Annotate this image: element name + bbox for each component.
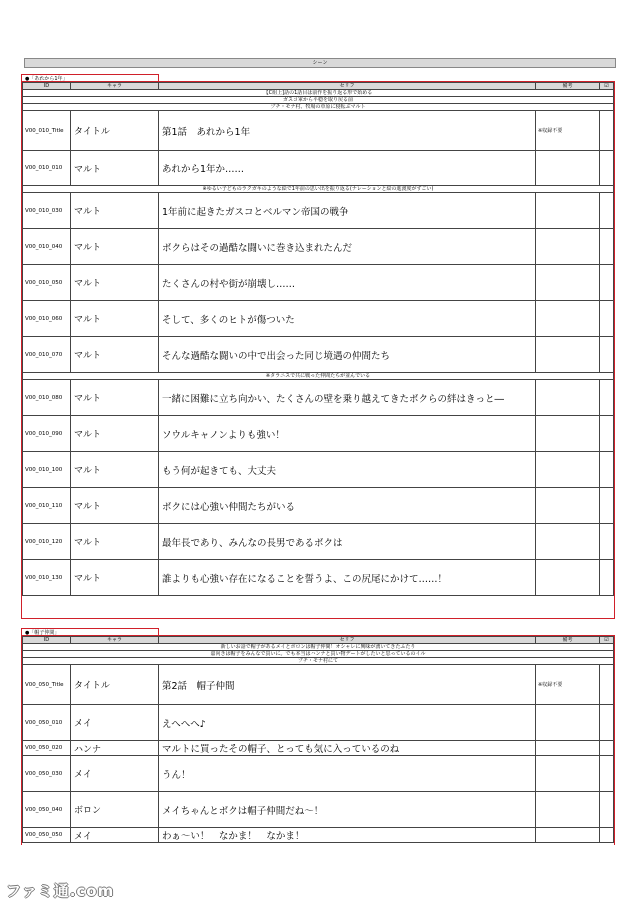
table-row — [23, 111, 614, 151]
row-chara: マルト — [71, 416, 159, 452]
row-check — [600, 560, 614, 596]
row-remark: ※収録不要 — [536, 665, 600, 705]
row-chara: ハンナ — [71, 741, 159, 756]
row-chara: マルト — [71, 151, 159, 186]
row-check — [600, 756, 614, 792]
table-header — [23, 83, 614, 90]
row-remark — [536, 705, 600, 741]
row-chara: マルト — [71, 229, 159, 265]
row-line: ボクらはその過酷な闘いに巻き込まれたんだ — [159, 229, 536, 265]
row-line: そして、多くのヒトが傷ついた — [159, 301, 536, 337]
table-row — [23, 756, 614, 792]
row-chara: ボロン — [71, 792, 159, 828]
row-remark — [536, 337, 600, 373]
table-row — [23, 741, 614, 756]
row-check — [600, 151, 614, 186]
script-table-1 — [22, 82, 614, 596]
row-check — [600, 229, 614, 265]
row-id: V00_010_050 — [23, 265, 71, 301]
row-id: V00_010_040 — [23, 229, 71, 265]
row-remark — [536, 488, 600, 524]
table-row — [23, 560, 614, 596]
row-id: V00_010_080 — [23, 380, 71, 416]
row-line: ソウルキャノンよりも強い！ — [159, 416, 536, 452]
col-id: ID — [23, 637, 71, 644]
row-id: V00_050_050 — [23, 828, 71, 843]
row-id: V00_050_Title — [23, 665, 71, 705]
row-line: 1年前に起きたガスコとベルマン帝国の戦争 — [159, 193, 536, 229]
row-remark — [536, 524, 600, 560]
row-id: V00_010_090 — [23, 416, 71, 452]
row-remark — [536, 560, 600, 596]
col-remark: 備考 — [536, 637, 600, 644]
row-id: V00_010_060 — [23, 301, 71, 337]
col-line: セリフ — [159, 637, 536, 644]
row-chara: マルト — [71, 380, 159, 416]
row-line: たくさんの村や街が崩壊し…… — [159, 265, 536, 301]
row-remark — [536, 416, 600, 452]
row-id: V00_010_100 — [23, 452, 71, 488]
section-1 — [21, 81, 615, 619]
row-id: V00_010_130 — [23, 560, 71, 596]
row-line: もう何が起きても、大丈夫 — [159, 452, 536, 488]
table-row — [23, 337, 614, 373]
row-chara: メイ — [71, 756, 159, 792]
row-line: 第1話 あれから1年 — [159, 111, 536, 151]
table-header — [23, 637, 614, 644]
scene-note: 嘉向きは帽子をみんなで買いに。でも本当はハンナと買い物デートがしたいと思っているのイル — [23, 651, 614, 658]
row-check — [600, 452, 614, 488]
row-remark — [536, 741, 600, 756]
row-remark — [536, 380, 600, 416]
row-line: メイちゃんとボクは帽子仲間だね～！ — [159, 792, 536, 828]
row-remark — [536, 151, 600, 186]
row-line: 一緒に困難に立ち向かい、たくさんの壁を乗り越えてきたボクらの絆はきっと― — [159, 380, 536, 416]
table-row — [23, 828, 614, 843]
row-line: 誰よりも心強い存在になることを誓うよ、この尻尾にかけて……！ — [159, 560, 536, 596]
table-row — [23, 193, 614, 229]
row-id: V00_050_010 — [23, 705, 71, 741]
row-check — [600, 380, 614, 416]
col-chara: キャラ — [71, 637, 159, 644]
row-chara: マルト — [71, 265, 159, 301]
col-id: ID — [23, 83, 71, 90]
section-2 — [21, 635, 615, 845]
row-id: V00_010_010 — [23, 151, 71, 186]
scene-note: プチ・モナ村、牧場の草原に寝転ぶマルト — [23, 104, 614, 111]
row-chara: マルト — [71, 524, 159, 560]
section-tab-1: ●「あれから1年」 — [21, 74, 159, 82]
row-check — [600, 524, 614, 560]
row-remark — [536, 265, 600, 301]
row-chara: マルト — [71, 301, 159, 337]
table-row — [23, 265, 614, 301]
table-row — [23, 229, 614, 265]
row-check — [600, 665, 614, 705]
row-check — [600, 193, 614, 229]
row-check — [600, 416, 614, 452]
scene-header-bar: シーン — [24, 58, 616, 68]
script-table-2 — [22, 636, 614, 843]
row-remark — [536, 828, 600, 843]
row-check — [600, 265, 614, 301]
row-line: 最年長であり、みんなの長男であるボクは — [159, 524, 536, 560]
row-remark — [536, 193, 600, 229]
scene-note: 【C組上]話の1話目は前作を振り返る形で始める — [23, 90, 614, 97]
row-chara: マルト — [71, 560, 159, 596]
row-remark: ※収録不要 — [536, 111, 600, 151]
row-id: V00_010_Title — [23, 111, 71, 151]
table-row — [23, 665, 614, 705]
row-chara: タイトル — [71, 111, 159, 151]
row-chara: マルト — [71, 337, 159, 373]
row-chara: メイ — [71, 705, 159, 741]
scene-note: ※タラニスで共に戦った仲間たちが並んでいる — [23, 373, 614, 380]
watermark-logo: ファミ通.com — [6, 882, 115, 900]
row-line: マルトに買ったその帽子、とっても気に入っているのね — [159, 741, 536, 756]
row-id: V00_050_020 — [23, 741, 71, 756]
row-remark — [536, 792, 600, 828]
col-check: ☑ — [600, 637, 614, 644]
row-check — [600, 741, 614, 756]
row-remark — [536, 756, 600, 792]
table-row — [23, 452, 614, 488]
scene-note: 新しいお話で帽子があるメイとボロンは帽子仲間！オシャレに興味が湧いてきたふたり — [23, 644, 614, 651]
row-check — [600, 301, 614, 337]
row-chara: タイトル — [71, 665, 159, 705]
row-id: V00_010_030 — [23, 193, 71, 229]
table-row — [23, 301, 614, 337]
row-line: そんな過酷な闘いの中で出会った同じ境遇の仲間たち — [159, 337, 536, 373]
row-chara: マルト — [71, 193, 159, 229]
row-remark — [536, 229, 600, 265]
row-line: えへへへ♪ — [159, 705, 536, 741]
table-row — [23, 416, 614, 452]
row-chara: マルト — [71, 452, 159, 488]
row-check — [600, 828, 614, 843]
row-id: V00_010_110 — [23, 488, 71, 524]
table-row — [23, 792, 614, 828]
table-row — [23, 705, 614, 741]
table-row — [23, 488, 614, 524]
row-line: あれから1年か…… — [159, 151, 536, 186]
col-line: セリフ — [159, 83, 536, 90]
section-tab-2: ●「帽子仲間」 — [21, 628, 159, 636]
table-row — [23, 524, 614, 560]
scene-note: ※ゆるい子どものラクガキのような絵で1年前の思い出を振り返る(ナレーションと絵の進渡度がずごい) — [23, 186, 614, 193]
row-id: V00_010_070 — [23, 337, 71, 373]
row-id: V00_010_120 — [23, 524, 71, 560]
row-remark — [536, 452, 600, 488]
row-check — [600, 705, 614, 741]
col-chara: キャラ — [71, 83, 159, 90]
row-remark — [536, 301, 600, 337]
row-id: V00_050_030 — [23, 756, 71, 792]
row-line: 第2話 帽子仲間 — [159, 665, 536, 705]
row-check — [600, 488, 614, 524]
row-chara: マルト — [71, 488, 159, 524]
col-check: ☑ — [600, 83, 614, 90]
scene-note: プチ・モナ村にて — [23, 658, 614, 665]
row-check — [600, 337, 614, 373]
table-row — [23, 151, 614, 186]
col-remark: 備考 — [536, 83, 600, 90]
row-check — [600, 111, 614, 151]
row-id: V00_050_040 — [23, 792, 71, 828]
row-line: わぁ～い！ なかま！ なかま！ — [159, 828, 536, 843]
row-chara: メイ — [71, 828, 159, 843]
scene-note: ガスコ軍から平穏を取り戻る前 — [23, 97, 614, 104]
table-row — [23, 380, 614, 416]
row-check — [600, 792, 614, 828]
row-line: うん！ — [159, 756, 536, 792]
row-line: ボクには心強い仲間たちがいる — [159, 488, 536, 524]
